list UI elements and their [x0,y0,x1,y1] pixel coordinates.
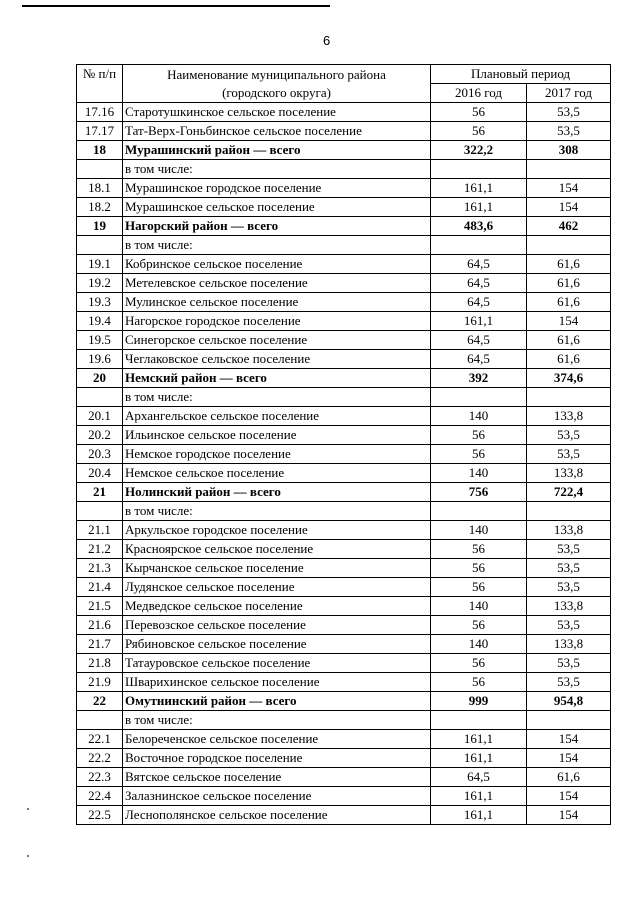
row-value-2017: 53,5 [527,559,611,578]
row-name: Тат-Верх-Гоньбинское сельское поселение [123,122,431,141]
row-name: Вятское сельское поселение [123,768,431,787]
row-name: Нолинский район — всего [123,483,431,502]
row-number: 21.8 [77,654,123,673]
row-value-2017: 133,8 [527,597,611,616]
table-row [77,160,611,179]
row-value-2017: 53,5 [527,426,611,445]
row-value-2017: 154 [527,312,611,331]
margin-dot [27,855,29,857]
table-row [77,768,611,787]
row-value-2017 [527,502,611,521]
table-row [77,445,611,464]
table-row [77,103,611,122]
row-name: в том числе: [123,160,431,179]
row-name: Леснополянское сельское поселение [123,806,431,825]
row-name: Архангельское сельское поселение [123,407,431,426]
row-name: Шварихинское сельское поселение [123,673,431,692]
row-value-2016: 56 [431,426,527,445]
row-name: Восточное городское поселение [123,749,431,768]
row-name: Лудянское сельское поселение [123,578,431,597]
row-value-2017 [527,160,611,179]
row-value-2017: 154 [527,749,611,768]
table-row [77,502,611,521]
row-value-2017 [527,711,611,730]
row-number [77,160,123,179]
table-row [77,673,611,692]
row-value-2017: 154 [527,179,611,198]
row-number: 19.2 [77,274,123,293]
row-name: Кырчанское сельское поселение [123,559,431,578]
table-row [77,179,611,198]
table-row-district-total [77,692,611,711]
row-value-2017: 53,5 [527,616,611,635]
row-value-2017: 722,4 [527,483,611,502]
table-row-district-total [77,369,611,388]
table-row [77,236,611,255]
allocation-table [76,64,611,825]
row-number: 20.1 [77,407,123,426]
row-number: 20.3 [77,445,123,464]
row-name: Белореченское сельское поселение [123,730,431,749]
row-name: Кобринское сельское поселение [123,255,431,274]
row-number [77,388,123,407]
row-value-2017: 61,6 [527,255,611,274]
table-row-district-total [77,141,611,160]
row-value-2016 [431,711,527,730]
margin-dot [27,808,29,810]
row-number: 21 [77,483,123,502]
column-header-year2: 2017 год [527,84,611,103]
row-value-2017: 53,5 [527,122,611,141]
row-name: Перевозское сельское поселение [123,616,431,635]
table-row [77,350,611,369]
row-value-2017: 154 [527,198,611,217]
row-value-2016: 56 [431,445,527,464]
row-value-2016: 161,1 [431,806,527,825]
column-header-name-line2: (городского округа) [222,84,331,100]
row-value-2016 [431,502,527,521]
row-name: Старотушкинское сельское поселение [123,103,431,122]
row-name: в том числе: [123,502,431,521]
row-value-2016: 64,5 [431,274,527,293]
table-row [77,787,611,806]
table-row [77,388,611,407]
row-value-2016: 161,1 [431,198,527,217]
row-number: 21.9 [77,673,123,692]
row-number: 22.2 [77,749,123,768]
table-row [77,635,611,654]
row-value-2016: 56 [431,654,527,673]
row-name: Аркульское городское поселение [123,521,431,540]
row-name: Немское сельское поселение [123,464,431,483]
row-value-2017: 53,5 [527,540,611,559]
row-number: 18.1 [77,179,123,198]
row-value-2017: 61,6 [527,331,611,350]
table-row [77,122,611,141]
row-number: 22.5 [77,806,123,825]
row-name: Метелевское сельское поселение [123,274,431,293]
table-row-district-total [77,483,611,502]
row-value-2017: 133,8 [527,464,611,483]
row-name: в том числе: [123,711,431,730]
row-name: Татауровское сельское поселение [123,654,431,673]
row-value-2016: 64,5 [431,293,527,312]
table-row [77,540,611,559]
row-value-2017: 61,6 [527,293,611,312]
row-value-2016: 140 [431,521,527,540]
row-value-2016: 322,2 [431,141,527,160]
row-value-2016: 64,5 [431,768,527,787]
row-number: 21.1 [77,521,123,540]
row-value-2016 [431,236,527,255]
row-name: Нагорский район — всего [123,217,431,236]
row-number: 22.4 [77,787,123,806]
table-row [77,331,611,350]
row-value-2016: 161,1 [431,312,527,331]
row-value-2016 [431,388,527,407]
row-value-2017: 954,8 [527,692,611,711]
row-number: 21.4 [77,578,123,597]
row-value-2017: 53,5 [527,673,611,692]
row-value-2017: 133,8 [527,407,611,426]
row-number: 18.2 [77,198,123,217]
column-header-name [123,65,431,103]
table-row [77,426,611,445]
row-number: 19.5 [77,331,123,350]
table-row [77,730,611,749]
row-number [77,502,123,521]
row-value-2017: 133,8 [527,521,611,540]
row-value-2017 [527,388,611,407]
row-value-2017: 374,6 [527,369,611,388]
table-row [77,806,611,825]
table-row [77,198,611,217]
row-name: Немское городское поселение [123,445,431,464]
table-row [77,711,611,730]
row-value-2016: 140 [431,635,527,654]
row-name: Чеглаковское сельское поселение [123,350,431,369]
table-body [77,103,611,825]
row-number: 20 [77,369,123,388]
row-value-2016: 64,5 [431,331,527,350]
row-number: 21.7 [77,635,123,654]
row-number: 17.16 [77,103,123,122]
row-value-2016: 161,1 [431,787,527,806]
page-number: 6 [323,33,331,48]
row-name: в том числе: [123,236,431,255]
row-number: 22 [77,692,123,711]
table-row [77,559,611,578]
row-value-2016: 161,1 [431,749,527,768]
row-value-2016: 56 [431,540,527,559]
row-value-2016 [431,160,527,179]
row-number: 22.3 [77,768,123,787]
table-row [77,616,611,635]
row-number: 20.2 [77,426,123,445]
row-number: 19.1 [77,255,123,274]
row-value-2017: 61,6 [527,768,611,787]
top-rule [22,5,330,7]
row-number: 19.3 [77,293,123,312]
row-value-2016: 140 [431,464,527,483]
table-row [77,578,611,597]
row-number: 19 [77,217,123,236]
row-number: 21.5 [77,597,123,616]
row-value-2016: 56 [431,122,527,141]
row-number: 20.4 [77,464,123,483]
row-value-2017: 53,5 [527,445,611,464]
row-number: 17.17 [77,122,123,141]
row-name: Рябиновское сельское поселение [123,635,431,654]
table-row-district-total [77,217,611,236]
row-name: в том числе: [123,388,431,407]
header-row [77,65,611,84]
column-header-name-line1: Наименование муниципального района [167,66,386,82]
row-name: Нагорское городское поселение [123,312,431,331]
row-value-2016: 483,6 [431,217,527,236]
table-row [77,521,611,540]
row-value-2016: 140 [431,407,527,426]
table-row [77,293,611,312]
row-name: Мурашинское сельское поселение [123,198,431,217]
row-value-2016: 56 [431,578,527,597]
row-name: Синегорское сельское поселение [123,331,431,350]
table-row [77,312,611,331]
table-row [77,464,611,483]
row-value-2017: 53,5 [527,578,611,597]
row-name: Залазнинское сельское поселение [123,787,431,806]
table-row [77,407,611,426]
row-value-2017: 61,6 [527,350,611,369]
row-value-2016: 999 [431,692,527,711]
row-name: Мулинское сельское поселение [123,293,431,312]
row-value-2016: 161,1 [431,730,527,749]
row-value-2017: 154 [527,787,611,806]
row-number: 22.1 [77,730,123,749]
row-number: 21.6 [77,616,123,635]
row-number [77,236,123,255]
table-row [77,654,611,673]
row-number: 21.3 [77,559,123,578]
row-name: Немский район — всего [123,369,431,388]
row-value-2017 [527,236,611,255]
column-header-period: Плановый период [431,65,611,84]
row-name: Ильинское сельское поселение [123,426,431,445]
row-number: 21.2 [77,540,123,559]
row-name: Омутнинский район — всего [123,692,431,711]
row-value-2016: 56 [431,559,527,578]
row-value-2016: 140 [431,597,527,616]
row-name: Красноярское сельское поселение [123,540,431,559]
row-value-2016: 392 [431,369,527,388]
row-name: Мурашинский район — всего [123,141,431,160]
row-value-2017: 53,5 [527,654,611,673]
row-name: Мурашинское городское поселение [123,179,431,198]
row-value-2016: 64,5 [431,350,527,369]
row-number: 19.4 [77,312,123,331]
table-row [77,597,611,616]
column-header-year1: 2016 год [431,84,527,103]
row-name: Медведское сельское поселение [123,597,431,616]
row-number: 19.6 [77,350,123,369]
row-value-2016: 56 [431,103,527,122]
row-value-2017: 61,6 [527,274,611,293]
row-value-2017: 462 [527,217,611,236]
table-row [77,255,611,274]
row-value-2016: 56 [431,673,527,692]
row-value-2017: 154 [527,806,611,825]
row-value-2016: 161,1 [431,179,527,198]
table-row [77,749,611,768]
row-value-2016: 56 [431,616,527,635]
row-number [77,711,123,730]
row-value-2016: 756 [431,483,527,502]
row-number: 18 [77,141,123,160]
row-value-2017: 53,5 [527,103,611,122]
column-header-num: № п/п [77,65,123,103]
row-value-2017: 308 [527,141,611,160]
row-value-2017: 133,8 [527,635,611,654]
row-value-2017: 154 [527,730,611,749]
row-value-2016: 64,5 [431,255,527,274]
table-row [77,274,611,293]
